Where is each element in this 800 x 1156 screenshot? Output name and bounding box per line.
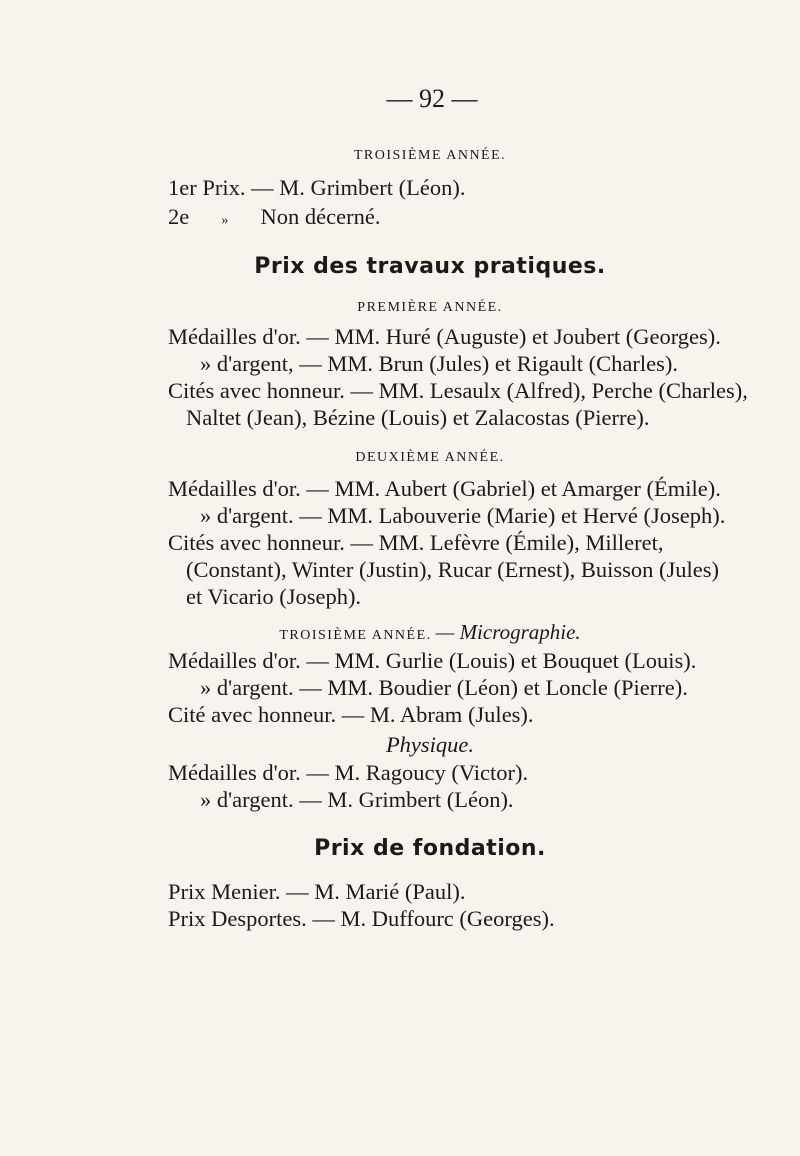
troisieme-annee-heading: TROISIÈME ANNÉE. [353, 148, 507, 163]
text-line: » d'argent. — MM. Labouverie (Marie) et Hervé (Joseph). [200, 503, 726, 528]
text-line: (Constant), Winter (Justin), Rucar (Ernest), Buisson (Jules) [186, 557, 719, 582]
text-line: Prix Menier. — M. Marié (Paul). [168, 879, 466, 904]
text-line: Médailles d'or. — MM. Huré (Auguste) et Joubert (Georges). [168, 324, 721, 349]
text-line: Cités avec honneur. — MM. Lesaulx (Alfred), Perche (Charles), [168, 378, 748, 403]
deuxieme-annee-heading: DEUXIÈME ANNÉE. [355, 450, 505, 465]
text-line: Médailles d'or. — MM. Gurlie (Louis) et Bouquet (Louis). [168, 648, 697, 673]
physique-heading: Physique. [385, 732, 475, 757]
text-line: et Vicario (Joseph). [186, 584, 362, 609]
text-line: » d'argent. — MM. Boudier (Léon) et Loncle (Pierre). [200, 675, 688, 700]
section-title-fondation: Prix de fondation. [314, 836, 546, 861]
page-number: — 92 — [386, 84, 478, 113]
ditto-mark: » [221, 213, 229, 228]
troisieme-micrographie-heading [0, 620, 800, 645]
premiere-annee-heading: PREMIÈRE ANNÉE. [357, 300, 503, 315]
micrographie-label: — Micrographie. [435, 620, 581, 644]
prize-text-1: — M. Grimbert (Léon). [251, 175, 466, 200]
text-line: Cité avec honneur. — M. Abram (Jules). [168, 702, 534, 727]
prize-rank-1: 1er Prix. [168, 175, 246, 200]
text-line: Cités avec honneur. — MM. Lefèvre (Émile), Milleret, [168, 530, 664, 555]
prize-line-2 [168, 204, 380, 230]
text-line: Médailles d'or. — MM. Aubert (Gabriel) et Amarger (Émile). [168, 476, 721, 501]
text-line: » d'argent. — M. Grimbert (Léon). [200, 787, 514, 812]
troisieme-annee-label: TROISIÈME ANNÉE. [279, 628, 432, 643]
text-line: Prix Desportes. — M. Duffourc (Georges). [168, 906, 555, 931]
prize-line-1 [168, 175, 465, 201]
prize-rank-2: 2e [168, 204, 190, 229]
section-title-travaux-pratiques: Prix des travaux pratiques. [254, 254, 606, 279]
text-line: Naltet (Jean), Bézine (Louis) et Zalacostas (Pierre). [186, 405, 650, 430]
text-line: » d'argent, — MM. Brun (Jules) et Rigault (Charles). [200, 351, 678, 376]
prize-text-2: Non décerné. [260, 204, 381, 229]
text-line: Médailles d'or. — M. Ragoucy (Victor). [168, 760, 529, 785]
